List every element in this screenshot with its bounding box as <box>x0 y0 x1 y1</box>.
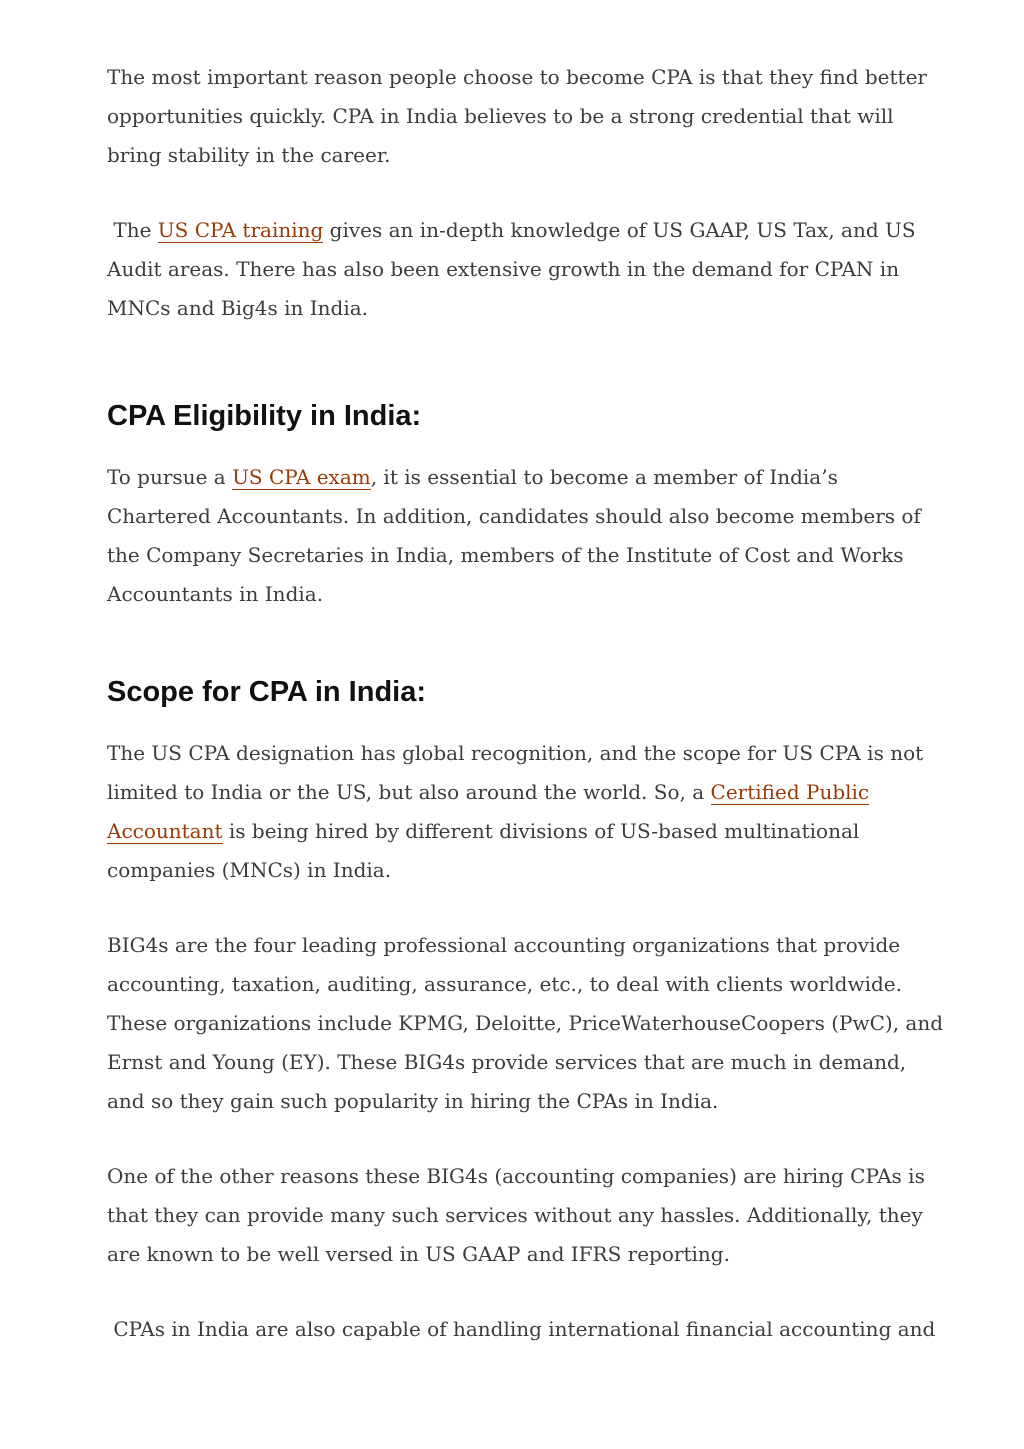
text-segment: To pursue a <box>107 465 233 489</box>
heading-cpa-eligibility: CPA Eligibility in India: <box>107 400 422 432</box>
paragraph-big4s: BIG4s are the four leading professional accounting organizations that provide accounting, taxation, auditing, assurance, etc., to deal with clients worldwide. These organizations include KPMG, Deloitte, PriceWaterhouseCoopers (PwC), and Ernst and Young (EY). These BIG4s provide services that are much in demand, and so they gain such popularity in hiring the CPAs in India. <box>107 933 944 1113</box>
text-segment: is being hired by different divisions of US-based multinational companies (MNCs) in India. <box>107 819 860 882</box>
text-segment: The US CPA designation has global recognition, and the scope for US CPA is not limited to India or the US, but also around the world. So, a <box>107 741 924 804</box>
paragraph-big4s-hiring: One of the other reasons these BIG4s (accounting companies) are hiring CPAs is that they can provide many such services without any hassles. Additionally, they are known to be well versed in US GAAP and IFRS reporting. <box>107 1164 925 1266</box>
paragraph-career-opportunities: The most important reason people choose to become CPA is that they find better opportunities quickly. CPA in India believes to be a strong credential that will bring stability in the career. <box>107 65 927 167</box>
paragraph-eligibility <box>107 458 947 614</box>
paragraph-cpa-training <box>107 211 947 328</box>
text-segment: The <box>107 218 158 242</box>
text-segment: gives an in-depth knowledge of US GAAP, US Tax, and US Audit areas. There has also been extensive growth in the demand for CPAN in MNCs and Big4s in India. <box>107 218 916 320</box>
heading-scope-for-cpa: Scope for CPA in India: <box>107 676 427 708</box>
text-segment: , it is essential to become a member of India’s Chartered Accountants. In addition, candidates should also become members of the Company Secretaries in India, members of the Institute of Cost and Works Accountants in India. <box>107 465 921 606</box>
paragraph-global-recognition <box>107 734 947 890</box>
paragraph-cpas-in-india: CPAs in India are also capable of handling international financial accounting and <box>107 1317 936 1341</box>
article-body <box>107 58 947 1385</box>
us-cpa-exam-link[interactable]: US CPA exam <box>232 465 371 489</box>
certified-public-accountant-link[interactable]: Certified Public Accountant <box>107 780 870 843</box>
us-cpa-training-link[interactable]: US CPA training <box>157 218 324 242</box>
